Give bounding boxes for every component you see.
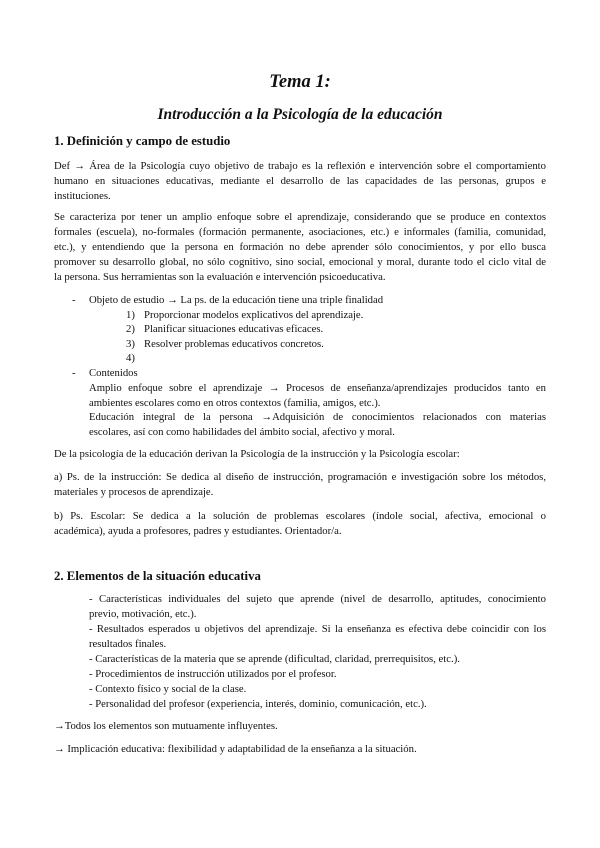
carac-line-1: Se caracteriza por tener un amplio enfoque sobre el aprendizaje, considerando que se produce en contextos <box>54 211 546 223</box>
def-line-1: Def → Área de la Psicología cuyo objetivo de trabajo es la reflexión e intervención sobre el comportamiento <box>54 160 546 172</box>
derivan-line: De la psicología de la educación derivan la Psicología de la instrucción y la Psicología escolar: <box>54 448 460 460</box>
instruccion-line-1: a) Ps. de la instrucción: Se dedica al diseño de instrucción, programación e investigación sobre los métodos, <box>54 471 546 483</box>
contenidos-line-1: Amplio enfoque sobre el aprendizaje → Procesos de enseñanza/aprendizajes producidos tanto en <box>89 382 546 394</box>
contenidos-line-4: escolares, así con como habilidades del ámbito social, afectivo y moral. <box>89 426 395 438</box>
elemento-line-4: resultados finales. <box>89 638 167 650</box>
escolar-line-2: académica), ayuda a profesores, padres y estudiantes. Orientador/a. <box>54 525 342 537</box>
elemento-line-3: - Resultados esperados u objetivos del aprendizaje. Si la enseñanza es efectiva debe coincidir con los <box>89 623 546 635</box>
objeto-item-num: 3) <box>126 338 135 350</box>
elemento-line-6: - Procedimientos de instrucción utilizados por el profesor. <box>89 668 337 680</box>
elemento-line-7: - Contexto físico y social de la clase. <box>89 683 247 695</box>
escolar-line-1: b) Ps. Escolar: Se dedica a la solución de problemas escolares (índole social, afectiva, emocional o <box>54 510 546 522</box>
contenidos-line-2: ambientes escolares como en otros contextos (familia, amigos, etc.). <box>89 397 381 409</box>
contenidos-label: Contenidos <box>89 367 138 379</box>
page-title: Tema 1: <box>269 72 331 92</box>
objeto-label: Objeto de estudio → La ps. de la educación tiene una triple finalidad <box>89 294 384 306</box>
def-line-3: instituciones. <box>54 190 111 202</box>
objeto-item-text: Planificar situaciones educativas eficaces. <box>144 323 324 335</box>
elemento-line-5: - Características de la materia que se aprende (dificultad, claridad, prerrequisitos, etc.). <box>89 653 460 665</box>
def-line-2: humano en situaciones educativas, mediante el desarrollo de las capacidades de las personas, grupos e <box>54 175 546 187</box>
carac-line-4: promover su desarrollo global, no sólo cognitivo, sino social, emocional y moral, durante todo el ciclo vital de <box>54 256 546 268</box>
objeto-item-num: 2) <box>126 323 135 335</box>
objeto-item-text: Proporcionar modelos explicativos del aprendizaje. <box>144 309 364 321</box>
objeto-item-num: 4) <box>126 352 135 364</box>
section-1-heading: 1. Definición y campo de estudio <box>54 134 231 148</box>
contenidos-bullet: - <box>72 367 76 379</box>
elemento-line-8: - Personalidad del profesor (experiencia, interés, dominio, comunicación, etc.). <box>89 698 427 710</box>
objeto-item-num: 1) <box>126 309 135 321</box>
elemento-line-2: previo, motivación, etc.). <box>89 608 197 620</box>
objeto-item-text: Resolver problemas educativos concretos. <box>144 338 324 350</box>
note-influyentes: →Todos los elementos son mutuamente influyentes. <box>54 720 278 732</box>
page-subtitle: Introducción a la Psicología de la educación <box>157 106 443 123</box>
carac-line-5: la persona. Sus herramientas son la evaluación e intervención psicoeducativa. <box>54 271 386 283</box>
contenidos-line-3: Educación integral de la persona →Adquisición de conocimientos relacionados con materias <box>89 411 546 423</box>
carac-line-3: etc.), y entendiendo que la persona en formación no debe aprender sólo conocimientos, y por ello busca <box>54 241 546 253</box>
instruccion-line-2: materiales y procesos de aprendizaje. <box>54 486 214 498</box>
objeto-bullet: - <box>72 294 76 306</box>
section-2-heading: 2. Elementos de la situación educativa <box>54 569 261 583</box>
elemento-line-1: - Características individuales del sujeto que aprende (nivel de desarrollo, aptitudes, conocimiento <box>89 593 546 605</box>
note-implicacion: → Implicación educativa: flexibilidad y adaptabilidad de la enseñanza a la situación. <box>54 743 417 755</box>
carac-line-2: formales (escuela), no-formales (formación permanente, asociaciones, etc.) e informales (familia, comunidad, <box>54 226 546 238</box>
